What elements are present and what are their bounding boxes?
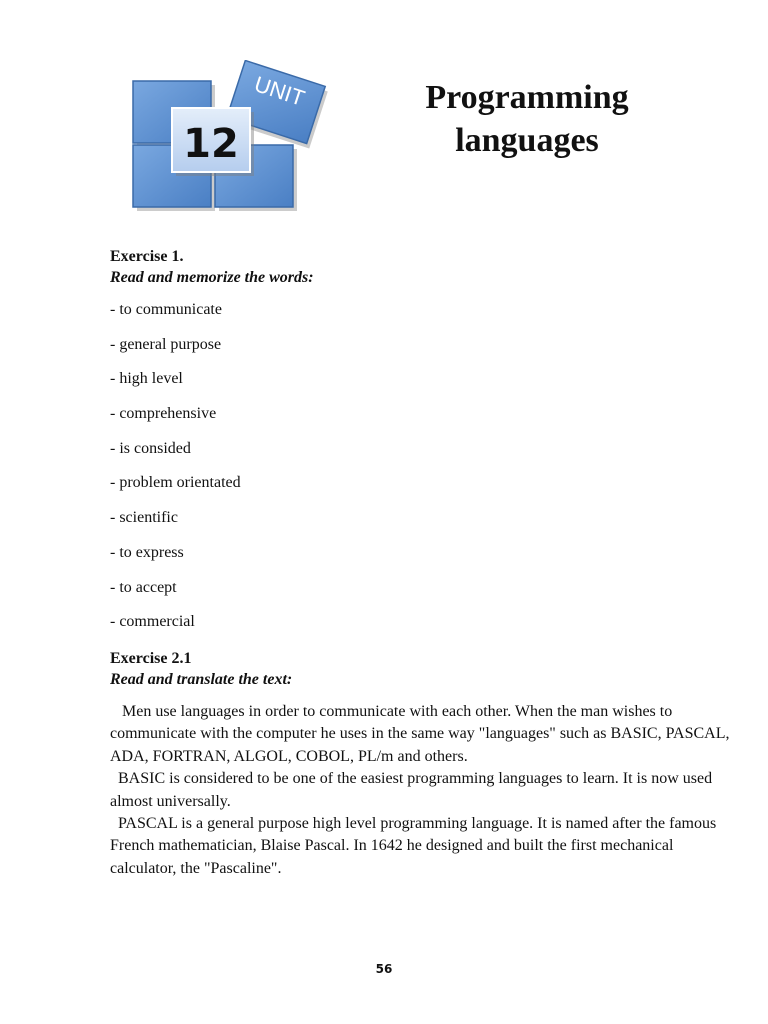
vocabulary-item: - problem orientated [110, 474, 241, 492]
unit-number: 12 [183, 121, 239, 167]
unit-label: UNIT [251, 71, 308, 111]
page-title [400, 76, 654, 162]
vocabulary-item: - comprehensive [110, 405, 217, 423]
vocabulary-item: - commercial [110, 613, 195, 631]
reading-paragraph: Men use languages in order to communicate with each other. When the man wishes to communicate with the computer he uses in the same way "languages" such as BASIC, PASCAL, ADA, FORTRAN, ALGOL, COBOL, PL/m and others. [110, 702, 730, 765]
vocabulary-item: - to accept [110, 578, 177, 596]
exercise-2-heading: Exercise 2.1 [110, 649, 192, 667]
unit-12-logo [128, 60, 328, 216]
page-content [110, 246, 730, 880]
reading-paragraph: BASIC is considered to be one of the easiest programming languages to learn. It is now used almost universally. [110, 770, 713, 810]
reading-paragraph: PASCAL is a general purpose high level programming language. It is named after the famous French mathematician, Blaise Pascal. In 1642 he designed and built the first mechanical calculator, the "Pascaline". [110, 814, 717, 877]
page-number: 56 [375, 962, 393, 976]
title-line-1: Programming [425, 79, 629, 116]
vocabulary-list [110, 301, 730, 648]
vocabulary-item: - scientific [110, 509, 178, 527]
vocabulary-item: - to communicate [110, 301, 222, 318]
vocabulary-item: - general purpose [110, 335, 222, 353]
exercise-2-instruction: Read and translate the text: [110, 670, 293, 688]
title-line-2: languages [455, 122, 599, 159]
reading-text [110, 701, 730, 880]
exercise-1-heading: Exercise 1. [110, 248, 184, 265]
vocabulary-item: - to express [110, 543, 184, 561]
vocabulary-item: - is consided [110, 439, 191, 457]
exercise-1-instruction: Read and memorize the words: [110, 269, 314, 286]
vocabulary-item: - high level [110, 370, 183, 388]
